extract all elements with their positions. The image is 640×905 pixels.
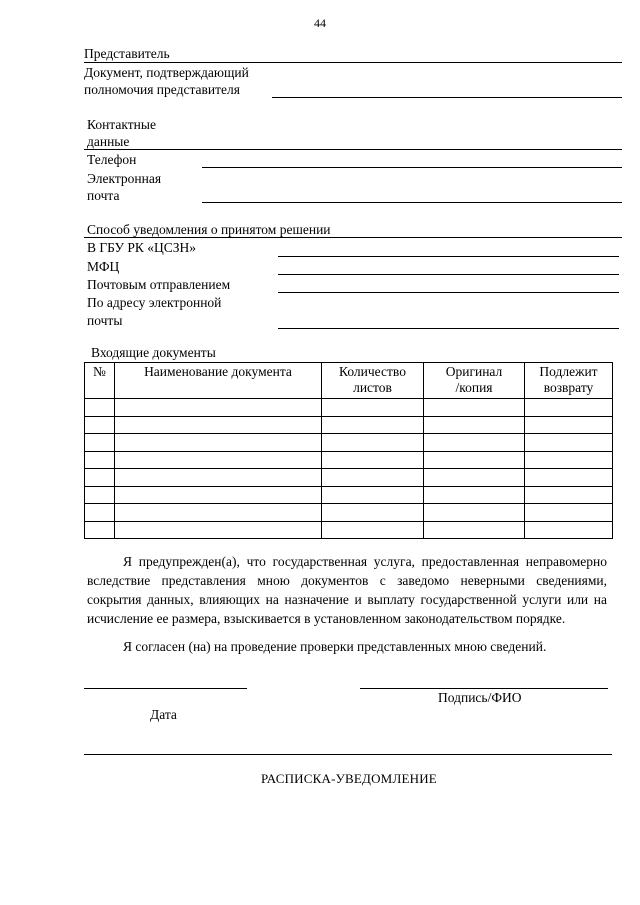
- table-cell[interactable]: [525, 434, 613, 452]
- table-cell[interactable]: [525, 521, 613, 539]
- receipt-title: РАСПИСКА-УВЕДОМЛЕНИЕ: [261, 771, 437, 786]
- authority-document-label-1: Документ, подтверждающий: [84, 65, 249, 80]
- table-cell[interactable]: [424, 504, 525, 522]
- column-to-be-returned: Подлежит возврату: [525, 363, 613, 399]
- table-cell[interactable]: [85, 434, 115, 452]
- notify-gbu-field[interactable]: [278, 256, 619, 257]
- table-cell[interactable]: [525, 416, 613, 434]
- consent-paragraph: Я согласен (на) на проведение проверки представленных мною сведений.: [123, 639, 547, 654]
- authority-document-label-2: полномочия представителя: [84, 82, 240, 97]
- contacts-underline: [84, 149, 622, 150]
- table-cell[interactable]: [424, 521, 525, 539]
- email-label-2: почта: [87, 188, 120, 203]
- signature-label: Подпись/ФИО: [438, 690, 522, 705]
- table-row: [85, 451, 613, 469]
- notification-method-label: Способ уведомления о принятом решении: [87, 222, 331, 237]
- phone-field[interactable]: [202, 167, 622, 168]
- table-cell[interactable]: [322, 399, 424, 417]
- table-cell[interactable]: [115, 416, 322, 434]
- table-row: [85, 486, 613, 504]
- incoming-documents-label: Входящие документы: [91, 345, 216, 360]
- table-row: [85, 469, 613, 487]
- table-row: [85, 416, 613, 434]
- table-cell[interactable]: [525, 399, 613, 417]
- notify-post-label: Почтовым отправлением: [87, 277, 231, 292]
- table-cell[interactable]: [115, 486, 322, 504]
- table-cell[interactable]: [85, 469, 115, 487]
- representative-underline: [84, 62, 622, 63]
- table-cell[interactable]: [424, 416, 525, 434]
- table-row: [85, 504, 613, 522]
- phone-label: Телефон: [87, 152, 137, 167]
- notify-email-label-1: По адресу электронной: [87, 295, 222, 310]
- email-field[interactable]: [202, 202, 622, 203]
- table-cell[interactable]: [115, 504, 322, 522]
- table-cell[interactable]: [85, 504, 115, 522]
- incoming-documents-table: [84, 362, 613, 539]
- table-cell[interactable]: [322, 434, 424, 452]
- table-header-row: [85, 363, 613, 399]
- table-cell[interactable]: [85, 451, 115, 469]
- column-sheet-count: Количество листов: [322, 363, 424, 399]
- table-cell[interactable]: [85, 416, 115, 434]
- notify-email-field[interactable]: [278, 328, 619, 329]
- contacts-label-1: Контактные: [87, 117, 156, 132]
- page-number: 44: [314, 16, 326, 30]
- column-number: №: [85, 363, 115, 399]
- notification-underline: [84, 237, 622, 238]
- table-cell[interactable]: [115, 399, 322, 417]
- table-cell[interactable]: [525, 486, 613, 504]
- signature-field[interactable]: [360, 688, 608, 689]
- table-cell[interactable]: [115, 451, 322, 469]
- authority-document-field[interactable]: [272, 97, 622, 98]
- notify-post-field[interactable]: [278, 292, 619, 293]
- table-row: [85, 399, 613, 417]
- column-document-name: Наименование документа: [115, 363, 322, 399]
- table-cell[interactable]: [525, 504, 613, 522]
- notify-email-label-2: почты: [87, 313, 123, 328]
- table-cell[interactable]: [322, 469, 424, 487]
- notify-mfc-label: МФЦ: [87, 259, 120, 274]
- table-cell[interactable]: [525, 451, 613, 469]
- separator-line: [84, 754, 612, 755]
- table-cell[interactable]: [85, 521, 115, 539]
- table-cell[interactable]: [525, 469, 613, 487]
- table-cell[interactable]: [115, 434, 322, 452]
- table-cell[interactable]: [424, 451, 525, 469]
- table-cell[interactable]: [322, 451, 424, 469]
- contacts-label-2: данные: [87, 134, 130, 149]
- table-cell[interactable]: [115, 469, 322, 487]
- table-cell[interactable]: [115, 521, 322, 539]
- notify-gbu-label: В ГБУ РК «ЦСЗН»: [87, 240, 197, 255]
- notify-mfc-field[interactable]: [278, 274, 619, 275]
- email-label-1: Электронная: [87, 171, 162, 186]
- table-cell[interactable]: [424, 469, 525, 487]
- table-cell[interactable]: [322, 416, 424, 434]
- table-cell[interactable]: [424, 486, 525, 504]
- table-cell[interactable]: [322, 521, 424, 539]
- table-cell[interactable]: [85, 486, 115, 504]
- table-cell[interactable]: [322, 486, 424, 504]
- table-row: [85, 521, 613, 539]
- table-row: [85, 434, 613, 452]
- date-field[interactable]: [84, 688, 247, 689]
- table-cell[interactable]: [85, 399, 115, 417]
- date-label: Дата: [150, 707, 177, 722]
- warning-paragraph: Я предупрежден(а), что государственная услуга, предоставленная неправомерно вследствие представления мною документов с заведомо неверными сведениями, сокрытия данных, влияющих на назначение и выплату государственной услуги или на исчисление ее размера, взыскивается в установленном законодательством порядке.: [87, 554, 607, 626]
- table-cell[interactable]: [424, 434, 525, 452]
- column-original-copy: Оригинал /копия: [424, 363, 525, 399]
- table-cell[interactable]: [322, 504, 424, 522]
- representative-label: Представитель: [84, 46, 170, 61]
- table-cell[interactable]: [424, 399, 525, 417]
